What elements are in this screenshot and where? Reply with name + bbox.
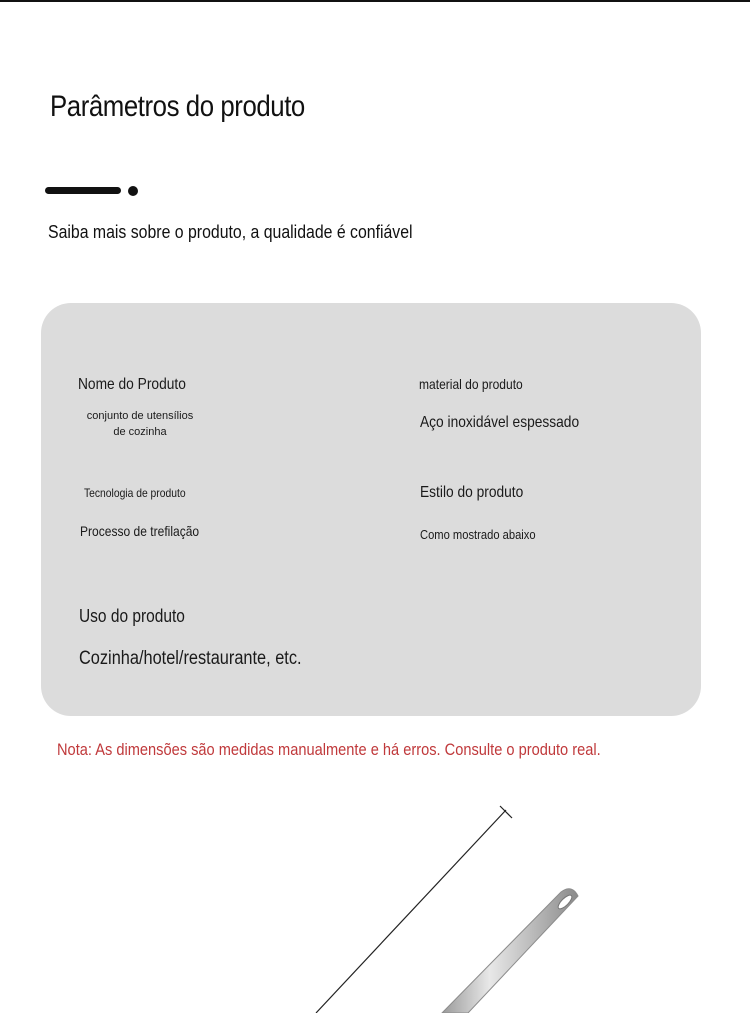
product-material-value: Aço inoxidável espessado (420, 414, 580, 431)
title-accent-dot (128, 186, 138, 196)
page-title: Parâmetros do produto (50, 90, 305, 123)
product-usage-label: Uso do produto (79, 606, 185, 626)
product-style-value: Como mostrado abaixo (420, 527, 536, 542)
measurement-note: Nota: As dimensões são medidas manualmente e há erros. Consulte o produto real. (57, 740, 601, 759)
page-subtitle: Saiba mais sobre o produto, a qualidade é confiável (48, 222, 413, 242)
product-material-label: material do produto (419, 376, 523, 392)
product-image (0, 790, 750, 1013)
product-style-label: Estilo do produto (420, 484, 524, 501)
product-name-label: Nome do Produto (78, 376, 186, 393)
product-name-value: conjunto de utensílios de cozinha (86, 410, 194, 438)
product-usage-value: Cozinha/hotel/restaurante, etc. (79, 648, 302, 669)
utensil-handle (442, 889, 578, 1013)
top-divider (0, 0, 750, 2)
product-technology-value: Processo de trefilação (80, 523, 200, 539)
title-accent-bar (45, 187, 121, 194)
product-technology-label: Tecnologia de produto (84, 486, 186, 500)
